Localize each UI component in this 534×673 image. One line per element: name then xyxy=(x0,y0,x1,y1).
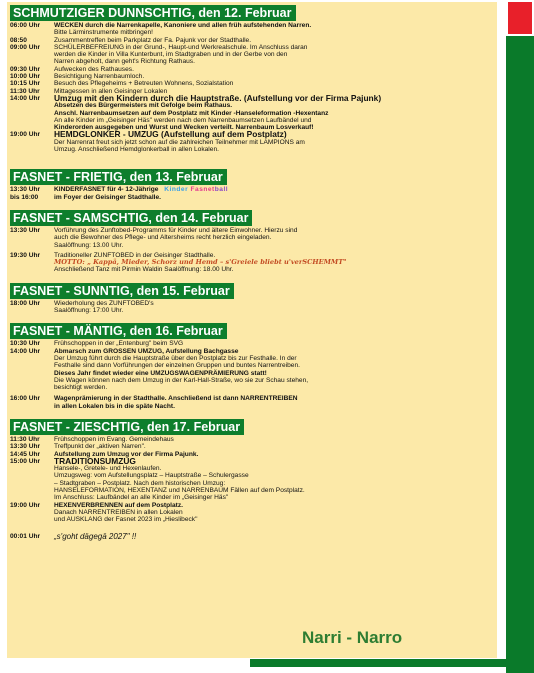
schedule-row: 13:30 Uhr Vorführung des Zunftobed-Programms für Kinder und ältere Einwohner. Hierzu sind auch die Bewohner des Pflege- und Altersheims recht herzlich eingeladen. Saalöffnung: 13.00 Uhr. xyxy=(10,226,298,249)
schedule-row: 19:00 Uhr HEMDGLONKER - UMZUG (Aufstellung auf dem Postplatz) Der Narrenrat freut sich jetzt schon auf die zahlreichen Teilnehmer mit LAMPIONS am Umzug. Anschließend Hemdglonkerball in allen Lokalen. xyxy=(10,129,305,154)
bottom-stripe-green xyxy=(250,659,534,667)
section-header: FASNET - ZIESCHTIG, den 17. Februar xyxy=(10,419,244,435)
side-stripe-red xyxy=(508,2,532,34)
schedule-row: 15:00 Uhr TRADITIONSUMZUG Hansele-, Gretele- und Hexenlaufen. Umzugsweg: vom Aufstellungsplatz – Hauptstraße – Schulergasse – Stadtgraben – Postplatz. Nach dem historischen Umzug: HANSELEFORMATION, HEXENTANZ und NARRENBAUM Fällen auf dem Postplatz. Im Anschluss: Laufbändel an alle Kinder im „Geisinger Häs" xyxy=(10,455,305,502)
schedule-row: 08:50 Zusammentreffen beim Parkplatz der Fa. Pajunk vor der Stadthalle. xyxy=(10,36,252,44)
schedule-row: 13:30 Uhr Treffpunkt der „aktiven Narren". xyxy=(10,443,146,451)
schedule-row: 11:30 Uhr Frühschoppen im Evang. Gemeindehaus xyxy=(10,435,174,443)
section-dienstag xyxy=(10,418,496,540)
section-header: FASNET - FRIETIG, den 13. Februar xyxy=(10,169,227,185)
section-sonntag xyxy=(10,282,496,315)
schedule-row: 09:00 Uhr SCHÜLERBEFREIUNG in der Grund-, Haupt-und Werkrealschule. Im Anschluss daran werden die Kinder in Villa Kunterbunt, im Stadtgraben und in der Gerbe von den Narren abgeholt, dann geht's Richtung Rathaus. xyxy=(10,43,308,66)
schedule-row: 06:00 Uhr WECKEN durch die Narrenkapelle, Kanoniere und allen früh aufstehenden Narren. Bitte Lärminstrumente mitbringen! xyxy=(10,22,312,37)
motto-text: MOTTO: „ Kappä, Mieder, Schorz und Hemd – s'Greiele bliebt u'verSCHEMMT" xyxy=(54,258,347,267)
schedule-row: bis 16:00 im Foyer der Geisinger Stadthalle. xyxy=(10,193,161,201)
section-header: SCHMUTZIGER DUNNSCHTIG, den 12. Februar xyxy=(10,5,296,21)
section-header: FASNET - SUNNTIG, den 15. Februar xyxy=(10,283,234,299)
section-header: FASNET - MÄNTIG, den 16. Februar xyxy=(10,323,227,339)
schedule-row: 13:30 Uhr KINDERFASNET für 4- 12-Jährige Kinder Fasnetball xyxy=(10,186,229,194)
schedule-row: 10:00 Uhr Besichtigung Narrenbaumloch. xyxy=(10,73,145,81)
schedule-row: 14:00 Uhr Abmarsch zum GROSSEN UMZUG, Aufstellung Bachgasse Der Umzug führt durch die Hauptstraße über den Postplatz bis zur Festhalle. In der Festhalle sind dann Vorführungen der einzelnen Gruppen und buntes Narrentreiben. Dieses Jahr findet wieder eine UMZUGSWAGENPRÄMIERUNG statt! Die Wagen können nach dem Umzug in der Karl-Hall-Straße, wo sie zur Schau stehen, besichtigt werden. xyxy=(10,347,309,392)
narri-narro-slogan: Narri - Narro xyxy=(302,628,403,647)
schedule-row: 14:45 Uhr Aufstellung zum Umzug vor der Firma Pajunk. xyxy=(10,450,199,458)
schedule-row: 19:30 Uhr Traditioneller ZUNFTOBED in der Geisinger Stadthalle. MOTTO: „ Kappä, Mieder, Schorz und Hemd – s'Greiele bliebt u'verSCHEMMT" Anschließend Tanz mit Pirmin Waldin Saalöffnung: 18.00 Uhr. xyxy=(10,252,496,274)
section-samstag xyxy=(10,209,496,274)
schedule-row: 19:00 Uhr HEXENVERBRENNEN auf dem Postplatz. Danach NARRENTREIBEN in allen Lokalen und AUSKLANG der Fasnet 2023 im „Hieslibeck" xyxy=(10,501,198,524)
side-stripe-green xyxy=(506,36,534,673)
section-donnerstag xyxy=(10,4,496,153)
schedule-row: 09:30 Uhr Aufwecken des Rathauses. xyxy=(10,65,134,73)
schedule-row: 14:00 Uhr Umzug mit den Kindern durch die Hauptstraße. (Aufstellung vor der Firma Pajunk) Absetzen des Bürgermeisters mit Gefolge beim Rathaus. Anschl. Narrenbaumsetzen auf dem Postplatz mit Kinder -Hanseleformation -Hexentanz An alle Kinder im „Geisinger Häs" werden nach dem Narrenbaumsetzen Laufbändel und Kinderorden ausgegeben und Wurst und Wecken verteilt. Narrenbaum Losverkauf! xyxy=(10,92,382,132)
section-montag xyxy=(10,322,496,410)
schedule-row: 11:30 Uhr Mittagessen in allen Geisinger Lokalen xyxy=(10,87,168,95)
schedule-row: 16:00 Uhr Wagenprämierung in der Stadthalle. Anschließend ist dann NARRENTREIBEN in allen Lokalen bis in die späte Nacht. xyxy=(10,395,298,410)
closing-line: „s'goht dägegä 2027" !! xyxy=(54,531,137,541)
schedule-row: 10:30 Uhr Frühschoppen in der „Entenburg" beim SVG xyxy=(10,340,184,348)
schedule-row: 00:01 Uhr „s'goht dägegä 2027" !! xyxy=(10,533,496,540)
section-header: FASNET - SAMSCHTIG, den 14. Februar xyxy=(10,210,252,226)
program-content xyxy=(10,4,496,540)
schedule-row: 18:00 Uhr Wiederholung des ZUNFTOBED's Saalöffnung: 17:00 Uhr. xyxy=(10,299,154,315)
wecken-text: WECKEN durch die Narrenkapelle, Kanoniere und allen früh aufstehenden Narren. xyxy=(54,22,312,29)
schedule-row: 10:15 Uhr Besuch des Pflegeheims + Betreuten Wohnens, Sozialstation xyxy=(10,80,234,88)
kinderfasnetball-logo: Kinder Fasnetball xyxy=(164,186,229,194)
section-freitag xyxy=(10,168,496,201)
